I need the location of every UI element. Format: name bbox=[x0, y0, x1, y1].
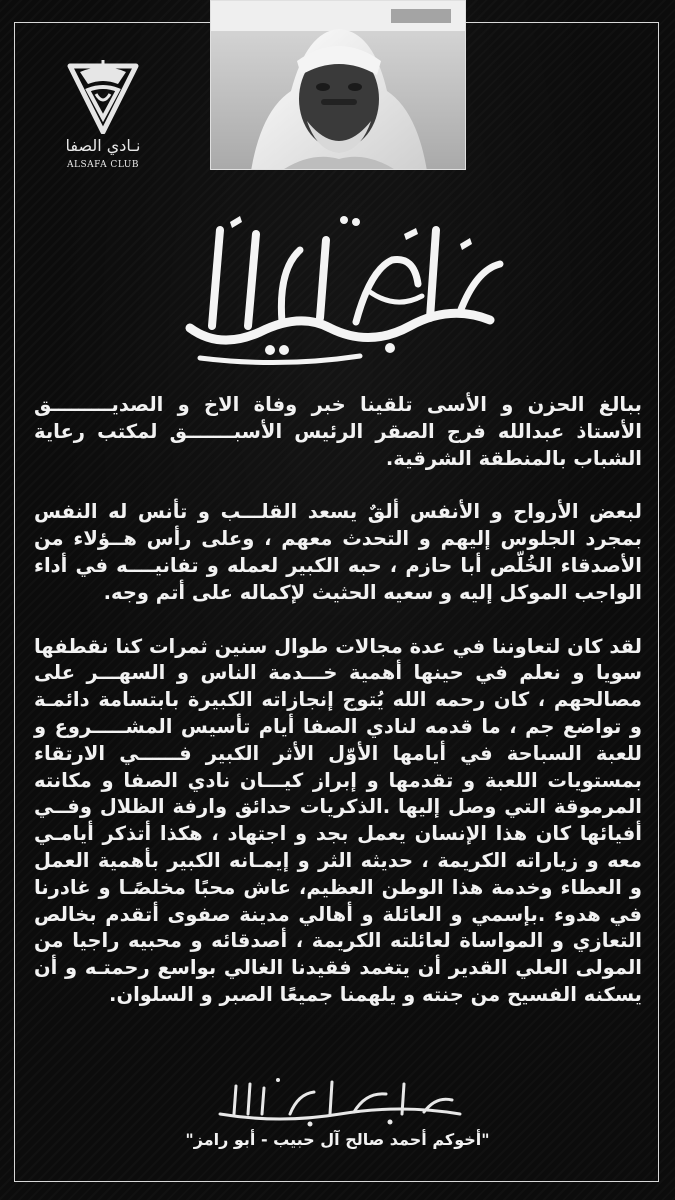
signature: "أخوكم أحمد صالح آل حبيب - أبو رامز" bbox=[185, 1130, 490, 1149]
portrait-image bbox=[211, 1, 466, 170]
paragraph-1: ببالغ الحزن و الأسى تلقينا خبر وفاة الاخ و الصديـــــــــق الأستاذ عبدالله فرج الصقر الرئيس الأسبـــــــق لمكتب رعاية الشباب بالمنطقة الشرقية. bbox=[34, 393, 642, 470]
paragraph-3: لقد كان لتعاوننا في عدة مجالات طوال سنين ثمرات كنا نقطفها سويا و نعلم في حينها أهمية خـــدمة الناس و السهـــر على مصالحهم ، كان رحمه الله يُتوج إنجازاته الكبيرة بابتسامة دائمـة و تواضع جم ، ما قدمه لنادي الصفا أيام تأسيس المشـــــروع و للعبة السباحة في أيامها الأوّل الأثر الكبير فــــــي الارتقاء بمستويات اللعبة و تقدمها و إبراز كيـــان نادي الصفا و مكانته المرموقة التي وصل إليها .الذكريات حدائق وارفة الظلال وفــي أفيائها كان هذا الإنسان يعمل بجد و اجتهاد ، هكذا أتذكر أيامـي معه و زياراته الكريمة ، حديثه الثر و إيمـانه الكبير بأهمية العمل و العطاء وخدمة هذا الوطن العظيم، عاش محبًا مخلصًـا و غادرنا في هدوء .بإسمي و العائلة و أهالي مدينة صفوى أتقدم بخالص التعازي و المواساة لعائلته الكريمة ، أصدقائه و محبيه راجيا من المولى العلي القدير أن يتغمد فقيدنا الغالي بواسع رحمتـه و أن يسكنه الفسيح من جنته و يلهمنا جميعًا الصبر و السلوان. bbox=[34, 634, 642, 1006]
club-logo bbox=[48, 58, 158, 178]
verse-calligraphy bbox=[190, 1070, 490, 1130]
closing-verse bbox=[190, 1070, 490, 1130]
heading-calligraphy bbox=[160, 200, 520, 370]
paragraph-2: لبعض الأرواح و الأنفس ألقٌ يسعد القلـــب و تأنس له النفس بمجرد الجلوس إليهم و التحدث معهم ، وعلى رأس هــؤلاء من الأصدقاء الخُلّص أبا حازم ، حبه الكبير لعمله و تفانيــــه في أداء الواجب الموكل إليه و سعيه الحثيث لإكماله على أتم وجه. bbox=[34, 500, 642, 604]
club-name-arabic: نـادي الصفا bbox=[65, 136, 141, 155]
club-crest-icon bbox=[66, 58, 140, 134]
calligraphy-art bbox=[160, 200, 520, 370]
club-name-english: ALSAFA CLUB bbox=[66, 160, 140, 170]
deceased-portrait bbox=[210, 0, 466, 170]
condolence-message bbox=[34, 392, 642, 1036]
